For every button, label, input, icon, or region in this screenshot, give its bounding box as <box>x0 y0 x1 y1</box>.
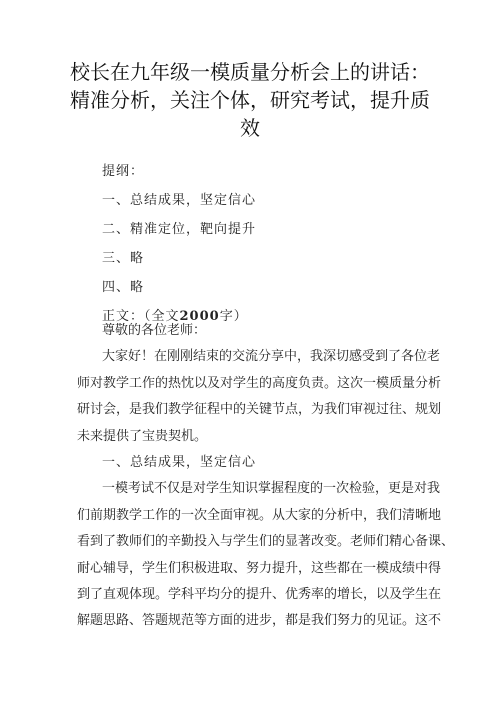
body-line-9: 耐心辅导，学生们积极进取、努力提升，这些都在一模成绩中得 <box>77 560 442 576</box>
title-line-2: 精准分析，关注个体，研究考试，提升质 <box>70 88 430 112</box>
body-line-10: 到了直观体现。学科平均分的提升、优秀率的增长，以及学生在 <box>77 586 442 602</box>
body-line-7: 们前期教学工作的一次全面审视。从大家的分析中，我们清晰地 <box>77 507 442 523</box>
outline-item-1: 一、总结成果，坚定信心 <box>102 193 257 208</box>
outline-item-3: 三、略 <box>102 251 145 266</box>
section-heading-1: 一、总结成果，坚定信心 <box>102 454 257 470</box>
title-line-3: 效 <box>240 116 260 140</box>
main-text-suffix: 字） <box>219 309 248 324</box>
main-text-count: 2000 <box>179 309 220 324</box>
salutation: 尊敬的各位老师： <box>102 323 207 338</box>
body-line-8: 看到了教师们的辛勤投入与学生们的显著改变。老师们精心备课、 <box>77 534 455 550</box>
body-line-11: 解题思路、答题规范等方面的进步，都是我们努力的见证。这不 <box>77 613 442 629</box>
body-line-6: 一模考试不仅是对学生知识掌握程度的一次检验，更是对我 <box>102 481 441 497</box>
main-text-prefix: 正文：（全文 <box>102 309 180 324</box>
body-line-1: 大家好！在刚刚结束的交流分享中，我深切感受到了各位老 <box>102 349 441 365</box>
outline-item-2: 二、精准定位，靶向提升 <box>102 222 257 237</box>
body-line-2: 师对教学工作的热忱以及对学生的高度负责。这次一模质量分析 <box>77 375 442 391</box>
outline-section <box>102 162 256 336</box>
body-text <box>77 318 455 635</box>
outline-heading: 提纲： <box>102 164 145 179</box>
body-line-3: 研讨会，是我们教学征程中的关键节点，为我们审视过往、规划 <box>77 402 442 418</box>
title-line-1: 校长在九年级一模质量分析会上的讲话： <box>70 60 430 84</box>
outline-item-4: 四、略 <box>102 280 145 295</box>
body-line-4: 未来提供了宝贵契机。 <box>77 428 208 444</box>
document-title <box>60 58 440 142</box>
